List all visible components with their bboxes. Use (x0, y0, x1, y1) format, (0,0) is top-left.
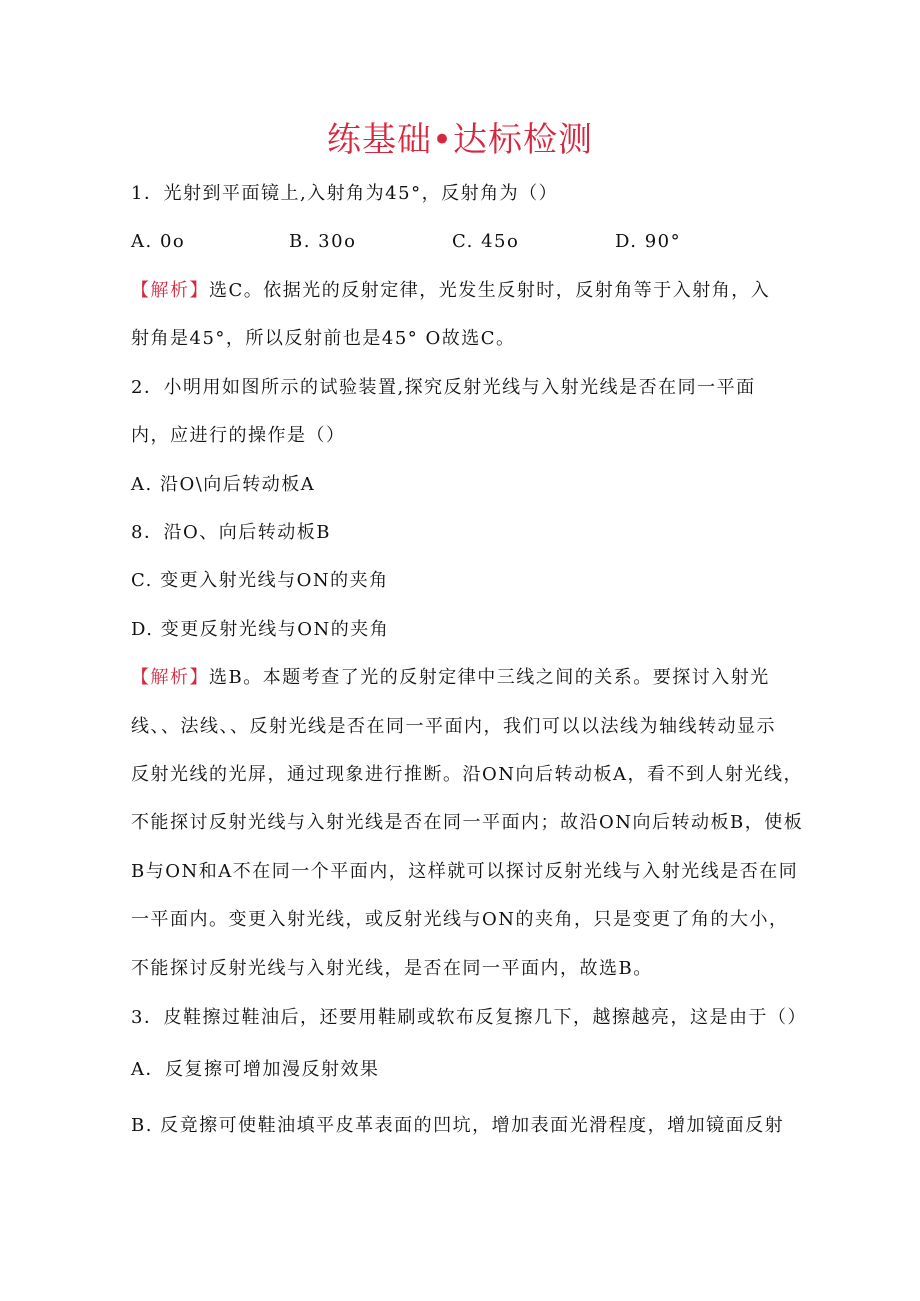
q3-option-b: B. 反竟擦可使鞋油填平皮革表面的凹坑，增加表面光滑程度，增加镜面反射 (131, 1115, 785, 1136)
q2-analysis-line-1: 【解析】选B。本题考查了光的反射定律中三线之间的关系。要探讨入射光 (131, 667, 770, 688)
q1-stem: 1．光射到平面镜上,入射角为45°，反射角为（） (131, 183, 559, 204)
analysis-tag: 【解析】 (131, 667, 209, 688)
q2-option-b: 8．沿O、向后转动板B (131, 522, 331, 543)
analysis-tag: 【解析】 (131, 280, 209, 301)
q1-option-d: D. 90° (615, 231, 682, 252)
q2-stem-line-2: 内，应进行的操作是（） (131, 425, 346, 446)
page-title: 练基础•达标检测 (326, 120, 594, 160)
q2-analysis-line-6: 一平面内。变更入射光线，或反射光线与ON的夹角，只是变更了角的大小， (131, 909, 789, 930)
q1-analysis-line-2: 射角是45°，所以反射前也是45° O故选C。 (131, 328, 516, 349)
q2-stem-line-1: 2．小明用如图所示的试验装置,探究反射光线与入射光线是否在同一平面 (131, 377, 756, 398)
q2-analysis-line-5: B与ON和A不在同一个平面内，这样就可以探讨反射光线与入射光线是否在同 (131, 861, 799, 882)
q2-option-d: D. 变更反射光线与ON的夹角 (131, 619, 390, 640)
q1-option-c: C. 45o (452, 231, 520, 252)
q1-option-b: B. 30o (289, 231, 357, 252)
q2-analysis-line-7: 不能探讨反射光线与入射光线，是否在同一平面内，故选B。 (131, 958, 653, 979)
q3-option-a: A．反复擦可增加漫反射效果 (131, 1059, 380, 1080)
q2-analysis-line-2: 线、、法线、、反射光线是否在同一平面内，我们可以以法线为轴线转动显示 (131, 716, 776, 737)
q2-option-c: C. 变更入射光线与ON的夹角 (131, 570, 389, 591)
q1-option-a: A. 0o (131, 231, 186, 252)
q1-analysis-line-1: 【解析】选C。依据光的反射定律，光发生反射时，反射角等于入射角，入 (131, 280, 771, 301)
q2-analysis-line-4: 不能探讨反射光线与入射光线是否在同一平面内；故沿ON向后转动板B，使板 (131, 812, 804, 833)
q2-option-a: A. 沿O\向后转动板A (131, 474, 316, 495)
q1-options (131, 230, 811, 254)
q3-stem: 3．皮鞋擦过鞋油后，还要用鞋刷或软布反复擦几下，越擦越亮，这是由于（） (131, 1007, 807, 1028)
q2-analysis-line-3: 反射光线的光屏，通过现象进行推断。沿ON向后转动板A，看不到人射光线， (131, 764, 804, 785)
